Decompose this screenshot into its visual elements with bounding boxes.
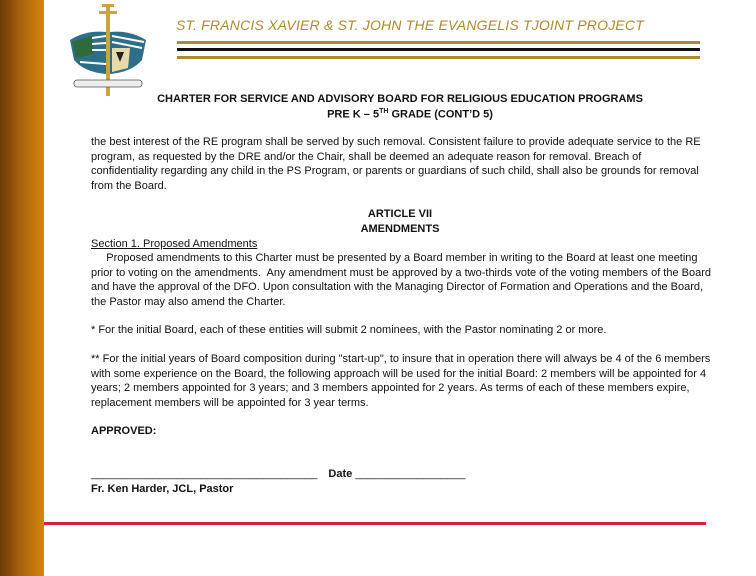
article-number: ARTICLE VII [367,208,433,220]
paragraph-amendments: Proposed amendments to this Charter must be presented by a Board member in writing to the Board at least one meeting prior to voting on the amendments. Any amendment must be approved by a two-thirds vote of the voting members of the Board and have the approval of the DFO. Upon consultation with the Managing Director of Formation and Operations and the Board, the Pastor may also amend the Charter. [91,252,715,308]
charter-heading: CHARTER FOR SERVICE AND ADVISORY BOARD FOR RELIGIOUS EDUCATION PROGRAMS [157,93,643,105]
article-title: AMENDMENTS [360,223,440,235]
signer-name: Fr. Ken Harder, JCL, Pastor [91,483,234,495]
footnote-initial-board: * For the initial Board, each of these entities will submit 2 nominees, with the Pastor nominating 2 or more. [91,324,607,336]
parish-crest-logo [66,2,150,97]
grade-sup: TH [379,108,389,115]
grade-heading [310,108,510,121]
red-footer-rule [44,522,706,525]
approved-label: APPROVED: [91,425,157,437]
sidebar-decoration [0,0,44,576]
signature-row [91,467,711,482]
section-heading: Section 1. Proposed Amendments [91,238,258,250]
date-label: Date [328,468,353,480]
gold-rule-top [177,41,700,44]
project-title: ST. FRANCIS XAVIER & ST. JOHN THE EVANGELIS TJOINT PROJECT [176,17,644,33]
signature-line: _____________________________________ [91,468,318,480]
footnote-startup: ** For the initial years of Board composition during "start-up", to insure that in operation there will always be 4 of the 6 members with some experience on the Board, the following approach will be used for the initial Board: 2 members will be appointed for 4 years; 2 members appointed for 3 years; and 3 members appointed for 2 years. As terms of each of these members expire, replacement members will be appointed for 3 year terms. [91,353,711,409]
black-rule [177,48,700,51]
grade-text-end: GRADE (CONT’D 5) [388,108,493,121]
paragraph-removal: the best interest of the RE program shall be served by such removal. Consistent failure to provide adequate service to the RE program, as requested by the DRE and/or the Chair, shall be deemed an adequate reason for removal. Breach of confidentiality regarding any child in the PS Program, or parents or guardians of such child, shall also be grounds for removal from the Board. [91,136,701,192]
date-line: __________________ [355,468,466,480]
grade-text: PRE K – 5 [327,108,380,121]
gold-rule-bottom [177,56,700,59]
